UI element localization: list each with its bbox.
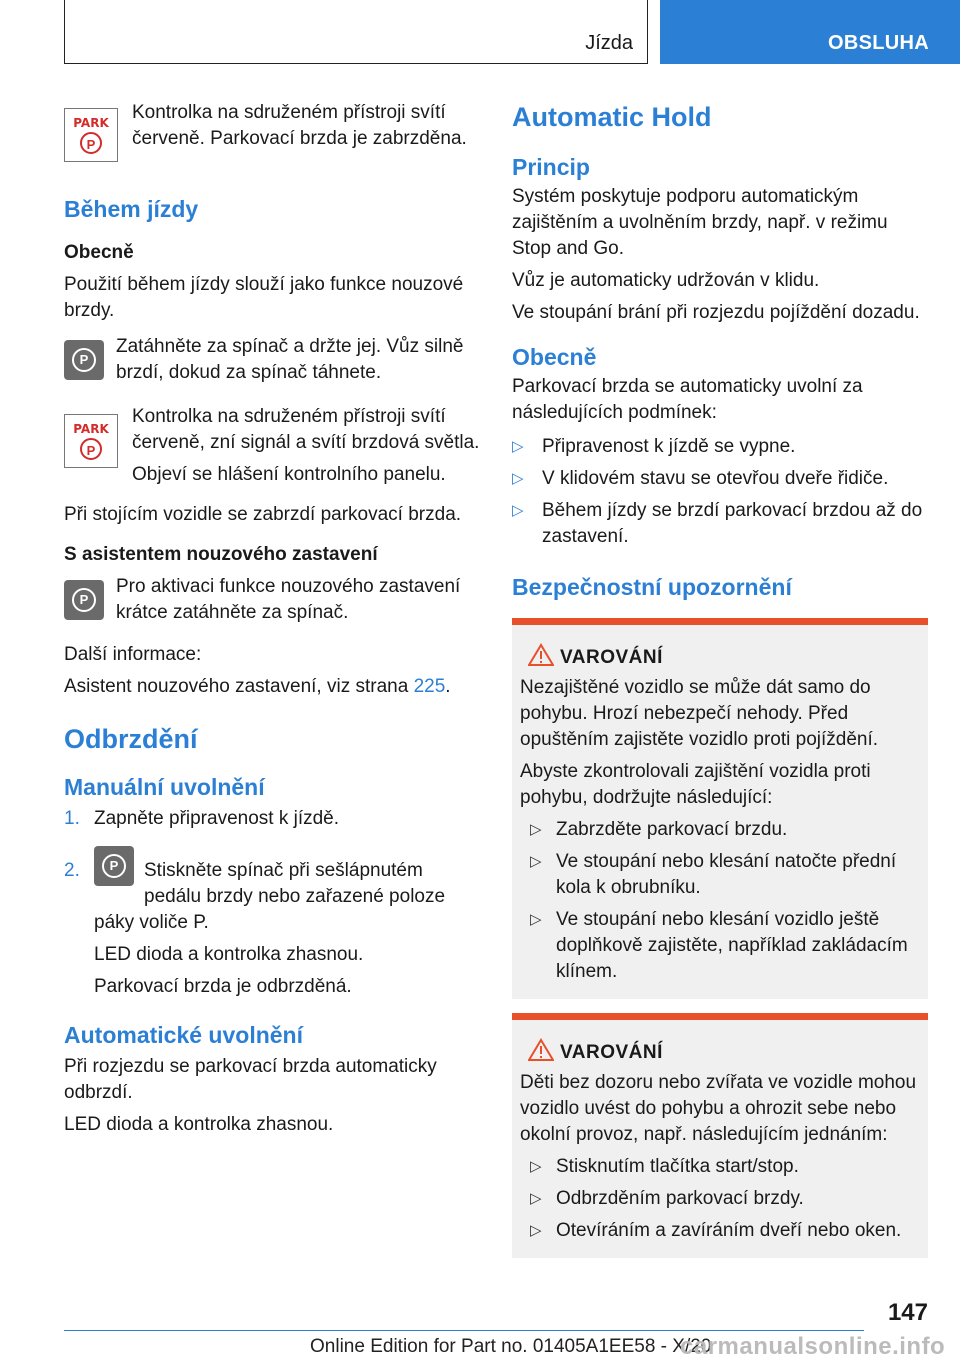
warning-header — [520, 1040, 920, 1070]
more-info-label: Další informace: — [64, 644, 202, 665]
warning-item: ▷ Zabrzděte parkovací brzdu. — [520, 817, 920, 843]
heading-general-right: Obecně — [512, 344, 597, 370]
warning-triangle-icon — [528, 1038, 554, 1062]
park-indicator-block-1 — [64, 100, 484, 162]
principle-text: Systém poskytuje podporu automatickým zajištěním a uvolněním brzdy, např. v režimu Stop and Go. — [512, 186, 888, 259]
parking-brake-switch-icon: P — [64, 340, 104, 380]
header-chapter-tab — [660, 0, 960, 64]
switch-block-2 — [64, 574, 484, 626]
step-number: 2. — [64, 860, 80, 881]
condition-item: ▷ Připravenost k jízdě se vypne. — [512, 434, 928, 460]
heading-manual-release: Manuální uvolnění — [64, 774, 265, 800]
subheading-general: Obecně — [64, 242, 134, 263]
page-reference-link[interactable]: 225 — [413, 676, 446, 697]
condition-item: ▷ Během jízdy se brzdí parkovací brzdou až do zastavení. — [512, 500, 923, 547]
warning-text: Děti bez dozoru nebo zvířata ve vozidle mohou vozidlo uvést do pohybu a ohrozit sebe nebo okolní provoz, např. následujícím jednáním: — [520, 1072, 917, 1145]
parking-brake-switch-icon: P — [94, 846, 134, 886]
warning-item: ▷ Otevíráním a zavíráním dveří nebo oken. — [520, 1218, 920, 1244]
footer-watermark: carmanualsonline.info — [680, 1333, 946, 1360]
header-chapter-label: OBSLUHA — [828, 32, 929, 54]
standstill-text: Při stojícím vozidle se zabrzdí parkovací brzda. — [64, 504, 462, 525]
heading-safety-notes: Bezpečnostní upozornění — [512, 574, 792, 600]
bullet-triangle-icon: ▷ — [512, 438, 524, 455]
bullet-triangle-icon: ▷ — [530, 1158, 542, 1175]
right-column — [512, 100, 928, 1258]
parking-brake-switch-icon: P — [64, 580, 104, 620]
step-number: 1. — [64, 808, 80, 829]
subheading-emergency-assist: S asistentem nouzového zastavení — [64, 544, 378, 565]
step-text: Stiskněte spínač při sešlápnutém pedálu brzdy nebo zařazené poloze páky voliče P. — [94, 860, 446, 933]
bullet-triangle-icon: ▷ — [512, 470, 524, 487]
park-indicator-block-2 — [64, 404, 484, 488]
footer-edition-text: Online Edition for Part no. 01405A1EE58 - X/20 — [310, 1336, 712, 1357]
principle-text-2: Vůz je automaticky udržován v klidu. — [512, 270, 820, 291]
auto-release-led: LED dioda a kontrolka zhasnou. — [64, 1114, 334, 1135]
general-conditions-text: Parkovací brzda se automaticky uvolní za následujících podmínek: — [512, 376, 863, 423]
assist-reference: Asistent nouzového zastavení, viz strana 225. — [64, 676, 451, 697]
principle-text-3: Ve stoupání brání při rozjezdu pojíždění dozadu. — [512, 302, 920, 323]
step-1 — [64, 806, 484, 832]
park-warning-icon: PARK P — [64, 414, 118, 468]
general-text: Použití během jízdy slouží jako funkce nouzové brzdy. — [64, 274, 464, 321]
park-indicator-text-2: Kontrolka na sdruženém přístroji svítí červeně, zní signál a svítí brzdová světla. — [132, 406, 480, 453]
switch-block-1 — [64, 334, 484, 386]
heading-principle: Princip — [512, 154, 590, 180]
bullet-triangle-icon: ▷ — [512, 502, 524, 519]
bullet-triangle-icon: ▷ — [530, 911, 542, 928]
park-indicator-text-2b: Objeví se hlášení kontrolního panelu. — [132, 464, 446, 485]
heading-release: Odbrzdění — [64, 724, 198, 754]
heading-automatic-hold: Automatic Hold — [512, 102, 712, 132]
warning-title: VAROVÁNÍ — [560, 647, 663, 668]
step-2 — [64, 846, 484, 1000]
switch-text-2: Pro aktivaci funkce nouzového zastavení krátce zatáhněte za spínač. — [116, 576, 461, 623]
page-number: 147 — [887, 1299, 928, 1326]
park-warning-icon: PARK P — [64, 108, 118, 162]
warning-item: ▷ Ve stoupání nebo klesání vozidlo ještě doplňkově zajistěte, například zakládacím klínem. — [530, 909, 908, 982]
warning-item: ▷ Stisknutím tlačítka start/stop. — [520, 1154, 920, 1180]
bullet-triangle-icon: ▷ — [530, 1222, 542, 1239]
warning-text: Nezajištěné vozidlo se může dát samo do pohybu. Hrozí nebezpečí nehody. Před opuštěním zajistěte vozidlo proti pojíždění. — [520, 677, 879, 750]
header-section-title: Jízda — [585, 32, 633, 54]
bullet-triangle-icon: ▷ — [530, 853, 542, 870]
warning-title: VAROVÁNÍ — [560, 1042, 663, 1063]
step-note-led: LED dioda a kontrolka zhasnou. — [94, 944, 364, 965]
warning-triangle-icon — [528, 643, 554, 667]
switch-text-1: Zatáhněte za spínač a držte jej. Vůz silně brzdí, dokud za spínač táhnete. — [116, 336, 464, 383]
warning-box-2 — [512, 1013, 928, 1258]
left-column — [64, 100, 484, 1138]
warning-text-2: Abyste zkontrolovali zajištění vozidla proti pohybu, dodržujte následující: — [520, 761, 871, 808]
warning-box-1 — [512, 618, 928, 999]
warning-header — [520, 645, 920, 675]
step-note-released: Parkovací brzda je odbrzděná. — [94, 976, 352, 997]
warning-item: ▷ Ve stoupání nebo klesání natočte přední kola k obrubníku. — [530, 851, 897, 898]
warning-item: ▷ Odbrzděním parkovací brzdy. — [520, 1186, 920, 1212]
bullet-triangle-icon: ▷ — [530, 821, 542, 838]
heading-during-driving: Během jízdy — [64, 196, 199, 222]
park-indicator-text-1: Kontrolka na sdruženém přístroji svítí červeně. Parkovací brzda je zabrzděna. — [132, 102, 467, 149]
auto-release-text: Při rozjezdu se parkovací brzda automaticky odbrzdí. — [64, 1056, 437, 1103]
footer-divider — [64, 1330, 864, 1331]
bullet-triangle-icon: ▷ — [530, 1190, 542, 1207]
heading-automatic-release: Automatické uvolnění — [64, 1022, 303, 1048]
condition-item: ▷ V klidovém stavu se otevřou dveře řidiče. — [512, 466, 928, 492]
step-text: Zapněte připravenost k jízdě. — [94, 808, 340, 829]
header-section-box — [64, 0, 648, 64]
